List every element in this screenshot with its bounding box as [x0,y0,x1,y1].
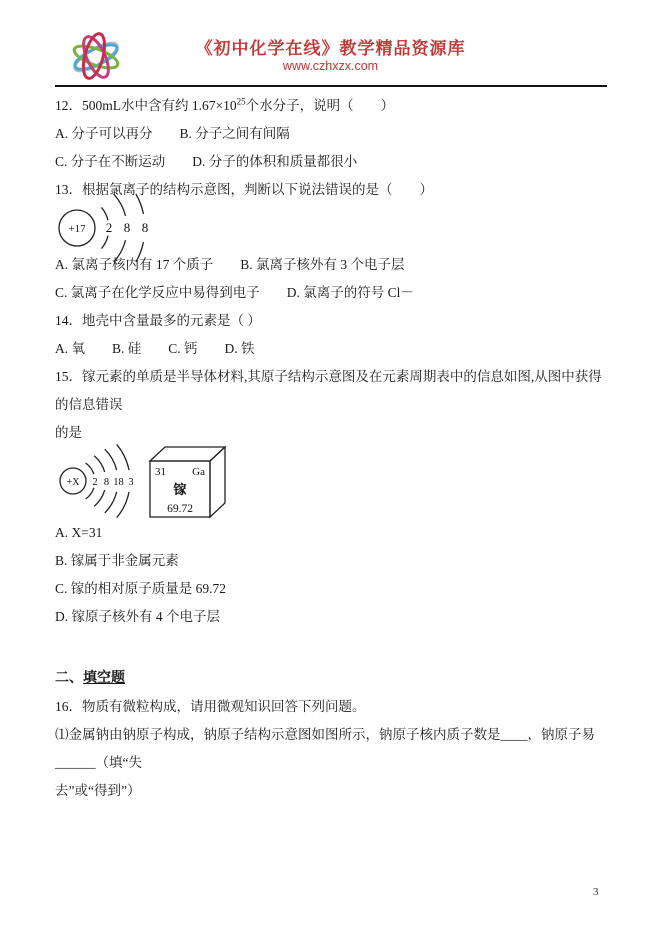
nucleus-charge-label: +17 [68,223,86,235]
shell-electron-count-1: 2 [105,220,113,235]
exam-content [55,86,607,805]
q16-part1-line1: ⑴金属钠由钠原子构成，钠原子结构示意图如图所示，钠原子核内质子数是____，钠原子易______（填“失 [55,727,595,770]
q16-part1-line2: 去”或“得到”） [55,783,141,798]
element-name: 镓 [173,482,187,497]
shell-electron-count-3: 8 [141,220,149,235]
atomic-mass: 69.72 [167,503,193,515]
site-url: www.czhxzx.com [282,59,379,73]
q13-options-ab: A. 氯离子核内有 17 个质子 B. 氯离子核外有 3 个电子层 [55,257,405,272]
atomic-number: 31 [155,466,166,478]
q15-option-b: B. 镓属于非金属元素 [55,553,179,568]
gallium-diagram-svg [55,439,295,525]
element-symbol: Ga [192,466,205,478]
q12-exponent: 25 [236,96,246,107]
q15-option-d: D. 镓原子核外有 4 个电子层 [55,609,220,624]
q12-stem-text: 12．500mL水中含有约 1.67×10 [55,98,237,113]
q15-stem-line2: 的是 [55,425,82,440]
chloride-ion-diagram-svg [55,190,175,266]
section2-heading-title: 填空题 [83,671,125,686]
section2-heading [55,665,607,693]
section2-heading-number: 二、 [55,671,83,686]
site-title: 《初中化学在线》教学精品资源库 [195,39,466,58]
q15-option-c: C. 镓的相对原子质量是 69.72 [55,581,227,596]
ga-shell-count-1: 2 [92,477,98,488]
q13-options-cd: C. 氯离子在化学反应中易得到电子 D. 氯离子的符号 Cl－ [55,285,414,300]
q12-options-cd: C. 分子在不断运动 D. 分子的体积和质量都很小 [55,154,358,169]
q12-stem [55,92,607,120]
ga-nucleus-charge-label: +X [66,477,80,488]
gallium-atom-and-periodic-cell-diagram [55,439,607,519]
q15-option-a: A. X=31 [55,525,103,540]
chloride-ion-structure-diagram [55,190,607,251]
q12-stem-tail: 个水分子，说明（ ） [245,98,395,113]
q14-stem: 14．地壳中含量最多的元素是（ ） [55,313,261,328]
q14-options: A. 氧 B. 硅 C. 钙 D. 铁 [55,341,255,356]
q15-stem-line1: 15．镓元素的单质是半导体材料,其原子结构示意图及在元素周期表中的信息如图,从图中获得的信息错误 [55,369,602,412]
q16-stem: 16．物质有微粒构成，请用微观知识回答下列问题。 [55,699,366,714]
page-number: 3 [593,886,599,898]
header [0,0,661,86]
q12-options-ab: A. 分子可以再分 B. 分子之间有间隔 [55,126,290,141]
ga-shell-count-2: 8 [103,477,110,488]
q13-stem: 13．根据氯离子的结构示意图，判断以下说法错误的是（ ） [55,182,433,197]
ga-shell-count-3: 18 [113,477,124,488]
shell-electron-count-2: 8 [123,220,131,235]
ga-shell-count-4: 3 [128,477,134,488]
periodic-table-cell-cube [150,447,225,517]
